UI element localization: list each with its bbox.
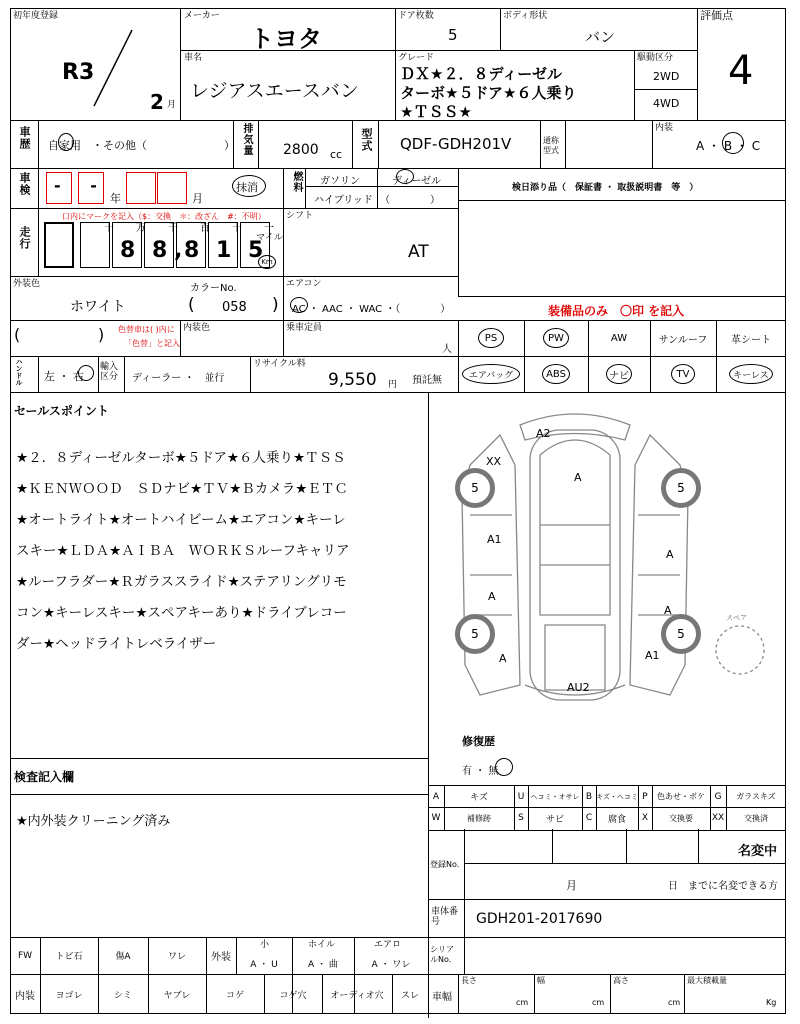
legend-x-text: 交換要: [669, 813, 693, 823]
int-item-1: ヨゴレ: [55, 990, 83, 1001]
import-label: 輸入区分: [100, 362, 119, 382]
maker-label: メーカー: [184, 11, 220, 21]
fw-item-2: 傷A: [115, 952, 131, 962]
body: バン: [585, 28, 616, 46]
unit-ten-man: 十: [104, 223, 114, 234]
digit-5: 5: [248, 238, 264, 263]
legend-c: C: [585, 813, 593, 823]
equip-airbag: [458, 356, 524, 392]
recycle-label: リサイクル料: [253, 359, 306, 369]
equip-airbag-label: エアバッグ: [462, 364, 520, 384]
year-unit: 年: [110, 192, 121, 205]
aircon-options: AC ・ AAC ・ WAC ・（ ）: [292, 304, 451, 315]
reg-no-label: 登録No.: [430, 860, 460, 869]
expired: 抹消: [236, 181, 258, 194]
spare-label: スペア: [726, 614, 747, 622]
recolor-note1: 色替車は( )内に: [118, 325, 175, 334]
interior-grades: A ・ B ・ C: [696, 139, 761, 153]
handle-options: 左 ・ 右: [44, 370, 84, 383]
legend-xx-text: 交換済: [744, 813, 768, 823]
digit-2: 8: [152, 238, 168, 263]
hybrid-paren: （ ）: [380, 195, 440, 206]
mark-left-a1: A1: [487, 533, 502, 546]
recolor-close: ): [98, 325, 105, 344]
equip-ps: [458, 320, 524, 356]
equip-pw-label: PW: [543, 328, 569, 348]
equip-leather: 革シート: [731, 334, 771, 346]
mile-label: マイル: [256, 233, 283, 243]
fuel-label: 燃料: [291, 171, 302, 193]
fw-item-3: ワレ: [167, 952, 186, 962]
recolor-open: (: [14, 325, 21, 344]
unit-ju: 十: [232, 223, 242, 234]
unit-ichi: 一: [264, 223, 274, 234]
mark-roof-a: A: [574, 471, 582, 484]
width-cm: cm: [592, 998, 605, 1007]
history-label: 車歴: [18, 126, 31, 150]
import-options: ディーラー ・ 並行: [132, 373, 225, 384]
legend-b-text: キズ・ヘコミ: [596, 792, 638, 801]
mark-a2: A2: [536, 427, 551, 440]
equip-pw: [524, 320, 588, 356]
tire-front-right: [661, 468, 701, 508]
private-use-circle: [58, 133, 74, 151]
int-item-3: ヤブレ: [163, 990, 191, 1001]
maker: トヨタ: [250, 25, 322, 53]
capacity-unit: 人: [442, 344, 452, 355]
unit-sen: 千: [168, 223, 178, 234]
inspection-notes-title: 検査記入欄: [14, 770, 75, 784]
sales-line-5: ★ルーフラダー★Ｒガラススライド★ステアリングリモ: [16, 574, 347, 590]
legend-s-text: サビ: [545, 814, 564, 825]
int-item-6: オーディオ穴: [330, 990, 384, 1001]
wheel-label: ホイル: [308, 940, 336, 950]
digit-comma: ,: [174, 238, 183, 263]
ac-circle: [290, 297, 308, 313]
repair-none-circle: [495, 758, 513, 776]
color-no-label: カラーNo.: [190, 283, 237, 294]
legend-s: S: [518, 813, 524, 823]
legend-w: W: [431, 813, 441, 823]
max-load-label: 最大積載量: [687, 976, 727, 985]
car-name-label: 車名: [184, 53, 203, 63]
gasoline: ガソリン: [320, 176, 360, 187]
first-reg-label: 初年度登録: [13, 11, 59, 21]
equip-aw: AW: [610, 332, 628, 344]
legend-x: X: [641, 813, 649, 823]
equipment-title: 装備品のみ 〇印 を記入: [548, 304, 685, 318]
date-slash: [90, 28, 140, 108]
serial-label: シリアルNo.: [430, 945, 454, 964]
length-cm: cm: [516, 998, 529, 1007]
equip-navi-label: ナビ: [606, 364, 632, 384]
height-label: 高さ: [613, 976, 629, 985]
sales-line-7: ダー★ヘッドライトレベライザー: [16, 636, 217, 652]
fw-item-1: トビ石: [55, 952, 83, 962]
tire-rear-right: [661, 614, 701, 654]
interior-label: 内装: [655, 123, 674, 133]
aero-label: エアロ: [374, 940, 402, 950]
legend-p-text: 色あせ・ボケ: [657, 792, 705, 801]
drive-label: 駆動区分: [637, 53, 674, 63]
equip-keyless-label: キーレス: [729, 364, 773, 384]
tire-rr-value: 5: [677, 627, 685, 641]
mark-xx: XX: [486, 455, 502, 468]
mark-right-a: A: [666, 548, 674, 561]
tire-fr-value: 5: [677, 481, 685, 495]
sales-line-3: ★オートライト★オートハイビーム★エアコン★キーレ: [16, 512, 346, 528]
capacity-label: 乗車定員: [286, 323, 323, 333]
equip-ps-label: PS: [478, 328, 504, 348]
handle-right-circle: [78, 365, 94, 381]
mileage-label: 走行: [18, 226, 31, 250]
int-item-5: コゲ穴: [279, 990, 307, 1001]
grade-line3: ★ＴＳＳ★: [400, 103, 472, 121]
first-reg-month: 2: [150, 90, 164, 114]
handle-label: ハンドル: [15, 358, 23, 386]
color-no-close: ): [272, 295, 279, 315]
doors: 5: [448, 26, 458, 44]
km-label: Km: [261, 258, 273, 266]
dims-label: 車幅: [432, 992, 452, 1003]
sales-line-6: コン★キーレスキー★スペアキーあり★ドライブレコー: [16, 605, 347, 621]
aero-options: A ・ ワレ: [371, 959, 411, 970]
exterior-label: 外装: [211, 952, 231, 963]
damage-legend: [428, 785, 786, 831]
inspection-notes-text: ★内外装クリーニング済み: [16, 814, 171, 829]
color: ホワイト: [70, 299, 126, 315]
color-no: 058: [222, 300, 247, 315]
interior-color-label: 内装色: [183, 323, 211, 333]
legend-u: U: [517, 791, 525, 802]
mark-right-a1: A1: [645, 649, 660, 662]
grade-line2: ターボ★５ドア★６人乗り: [400, 84, 577, 102]
tire-rear-left: [455, 614, 495, 654]
inspection-month-box2: [157, 172, 187, 204]
grade-label: グレード: [398, 53, 435, 63]
equip-navi: [588, 356, 650, 392]
equip-tv: [650, 356, 716, 392]
name-change: 名変中: [738, 844, 778, 859]
tire-front-left: [455, 468, 495, 508]
width-label: 幅: [537, 976, 545, 985]
reg-month-unit: 月: [566, 879, 577, 892]
digit-4: 1: [216, 238, 232, 263]
mark-left-lower-a: A: [499, 652, 507, 665]
grade-score: 4: [728, 48, 754, 94]
displacement: 2800: [283, 142, 319, 158]
legend-w-text: 補修跡: [467, 813, 491, 823]
body-label: ボディ形状: [503, 11, 548, 21]
chassis: GDH201-2017690: [476, 911, 603, 927]
hybrid: ハイブリッド: [314, 195, 373, 206]
equip-abs: [524, 356, 588, 392]
legend-b: B: [585, 791, 593, 802]
recycle-fee: 9,550: [328, 370, 377, 390]
yen-unit: 円: [388, 380, 398, 390]
doors-label: ドア枚数: [398, 11, 434, 21]
color-label: 外装色: [13, 279, 41, 289]
fw-label: FW: [17, 950, 33, 961]
grade-line1: ＤＸ★２．８ディーゼル: [400, 65, 562, 83]
mark-right-a-2: A: [664, 604, 672, 617]
cc-unit: cc: [330, 148, 343, 161]
model: QDF-GDH201V: [400, 135, 512, 153]
sales-title: セールスポイント: [14, 404, 109, 418]
history-options: 自家用 ・その他（ ）: [48, 139, 235, 152]
equip-abs-label: ABS: [542, 364, 570, 384]
int-item-2: シミ: [113, 990, 132, 1001]
wheel-options: A ・ 曲: [308, 959, 338, 970]
sales-line-2: ★ＫＥＮＷＯＯＤ ＳＤナビ★ＴＶ★Ｂカメラ★ＥＴＣ: [16, 481, 348, 497]
repair-label: 修復歴: [462, 735, 495, 748]
shift-label: シフト: [286, 211, 314, 221]
sales-line-1: ★２．８ディーゼルターボ★５ドア★６人乗り★ＴＳＳ: [16, 450, 346, 466]
equip-sunroof: サンルーフ: [658, 334, 708, 346]
legend-c-text: 腐食: [607, 814, 626, 825]
diesel-circle: [396, 169, 414, 184]
documents-label: 検日添り品（ 保証書 ・ 取扱説明書 等 ）: [512, 183, 699, 193]
height-cm: cm: [668, 998, 681, 1007]
tire-fl-value: 5: [471, 481, 479, 495]
diesel: ディーゼル: [392, 176, 441, 187]
max-load-kg: Kg: [766, 998, 777, 1007]
unit-man: 万: [136, 223, 146, 234]
reg-day-text: 日 までに名変できる方: [668, 881, 778, 892]
deposited: 預託無: [412, 375, 442, 386]
int-item-4: コゲ: [225, 990, 244, 1001]
month-unit-2: 月: [192, 192, 203, 205]
chassis-label: 車体番号: [431, 907, 459, 927]
sales-line-4: スキー★ＬＤＡ★ＡＩＢＡ ＷＯＲＫＳルーフキャリア: [16, 543, 350, 559]
aircon-label: エアコン: [286, 279, 322, 289]
inspection-value: - -: [54, 176, 109, 195]
length-label: 長さ: [461, 976, 477, 985]
displacement-label: 排気量: [241, 123, 252, 156]
legend-xx: XX: [711, 813, 725, 823]
small-options: A ・ U: [250, 959, 278, 970]
digit-box-0: [44, 222, 74, 268]
equip-tv-label: TV: [671, 364, 695, 384]
legend-u-text: ヘコミ・オサレ: [530, 792, 580, 801]
digit-1: 8: [120, 238, 136, 263]
interior-grade-circle: [722, 132, 744, 154]
month-unit: 月: [167, 100, 177, 110]
interior-label-bottom: 内装: [15, 990, 35, 1002]
common-model-label: 通称型式: [543, 136, 559, 155]
int-item-7: スレ: [400, 990, 419, 1001]
legend-a-text: キズ: [470, 793, 488, 803]
small-label: 小: [260, 940, 270, 950]
model-label: 型式: [360, 128, 373, 152]
mark-au2: AU2: [567, 681, 590, 694]
drive-4wd: 4WD: [653, 97, 680, 110]
expired-circle: [232, 175, 266, 197]
shift: AT: [408, 242, 429, 262]
legend-p: P: [642, 791, 648, 802]
legend-g: G: [714, 791, 722, 802]
legend-g-text: ガラスキズ: [736, 792, 776, 801]
sales-lines: [16, 443, 426, 660]
legend-a: A: [432, 791, 440, 802]
km-circle: [258, 255, 276, 269]
digit-3: 8: [184, 238, 200, 263]
drive-2wd: 2WD: [653, 70, 680, 83]
repair-options: 有 ・ 無: [462, 766, 499, 777]
inspection-month-box1: [126, 172, 156, 204]
car-diagram: [440, 405, 780, 710]
grade-score-label: 評価点: [700, 9, 733, 22]
first-reg-year: R3: [62, 60, 95, 85]
equip-keyless: [716, 356, 786, 392]
mark-left-a: A: [488, 590, 496, 603]
color-no-open: (: [188, 295, 195, 315]
tire-rl-value: 5: [471, 627, 479, 641]
car-name: レジアスエースバン: [190, 80, 359, 102]
inspection-label: 車検: [18, 172, 31, 196]
unit-hyaku: 百: [200, 223, 210, 234]
recolor-note2: 「色替」と記入: [124, 339, 180, 348]
mileage-note: 口内にマークを記入（$：交換 ＊：改ざん #：不明）: [62, 212, 266, 221]
